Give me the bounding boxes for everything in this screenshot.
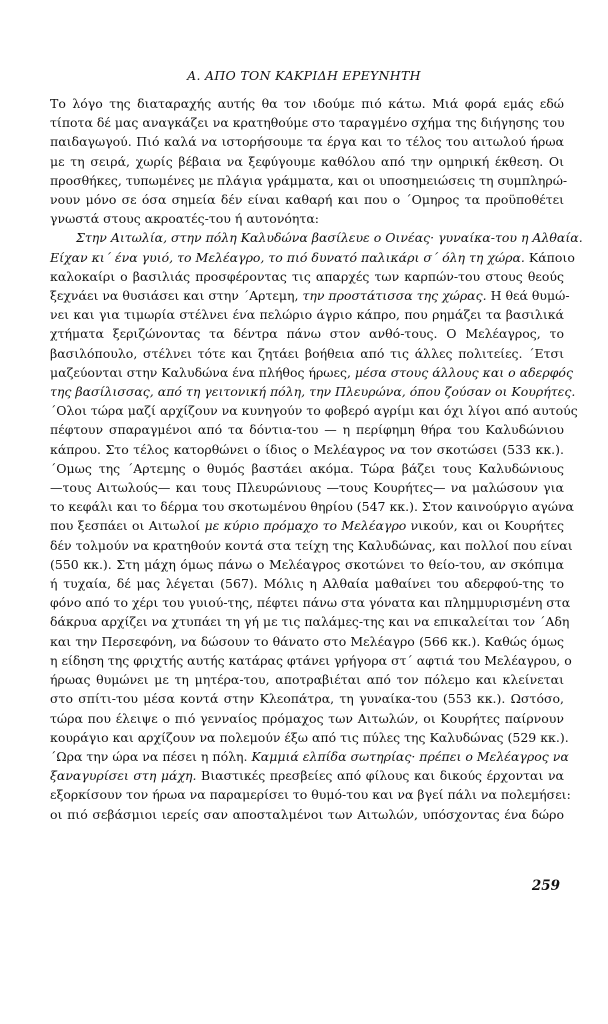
text-segment: εξορκίσουν τον ήρωα να παραμερίσει το θυμό-του και να βγεί πάλι να πολεμήσει: [50, 787, 571, 803]
text-line [50, 785, 571, 804]
text-segment: βασιλόπουλο, στέλνει τότε και ζητάει βοήθεια από τις άλλες πολιτείες. ΄Ετσι [50, 345, 564, 361]
text-line [50, 248, 575, 267]
text-line [50, 113, 564, 132]
text-line [50, 612, 570, 631]
text-line [50, 709, 564, 728]
text-line [50, 171, 568, 190]
body-text [50, 94, 583, 824]
text-segment: καλοκαίρι ο βασιλιάς προσφέροντας τις απαρχές των καρπών-του στους θεούς [50, 268, 564, 284]
text-line [50, 344, 564, 363]
text-line [50, 747, 569, 766]
text-line [50, 689, 564, 708]
italic-text-segment: την προστάτισσα της χώρας. [302, 288, 487, 304]
text-segment: τίποτα δέ μας αναγκάζει να κρατηθούμε στο ταραγμένο σχήμα της διήγησης του [50, 115, 565, 131]
text-segment: Το λόγο της διαταραχής αυτής θα τον ιδούμε πιό κάτω. Μιά φορά εμάς εδώ [50, 96, 564, 111]
text-line [50, 440, 564, 459]
text-line [50, 152, 564, 171]
text-segment: δάκρυα αρχίζει να χτυπάει τη γή με τις παλάμες-της και να επικαλείται τον ΄Αδη [50, 614, 570, 630]
text-line [50, 651, 572, 670]
text-segment: Βιαστικές πρεσβείες από φίλους και δικούς έρχονται να [196, 768, 564, 784]
text-segment: τώρα που έλειψε ο πιό γενναίος πρόμαχος των Αιτωλών, οι Κουρήτες παίρνουν [50, 710, 564, 726]
text-segment: —τους Αιτωλούς— και τους Πλευρώνιους —τους Κουρήτες— να μαλώσουν για [50, 480, 564, 496]
text-line [50, 632, 564, 651]
text-segment: νει και για τιμωρία στέλνει ένα πελώριο άγριο κάπρο, που ρημάζει τα βασιλικά [50, 307, 564, 323]
text-line [50, 555, 564, 574]
text-line [50, 228, 583, 247]
text-segment: Κάποιο [524, 249, 575, 265]
text-segment: μαζεύονται στην Καλυδώνα ένα πλήθος ήρωες, [50, 364, 355, 380]
text-segment: παιδαγωγού. Πιό καλά να ιστορήσουμε τα έργα και το τέλος του αιτωλού ήρωα [50, 134, 564, 150]
text-line [50, 209, 564, 228]
text-line [50, 401, 578, 420]
text-segment: που ξεσπάει οι Αιτωλοί [50, 518, 205, 534]
text-line [50, 267, 564, 286]
text-line [50, 132, 564, 151]
text-segment: ή τυχαία, δέ μας λέγεται (567). Μόλις η Αλθαία μαθαίνει του αδερφού-της το [50, 576, 564, 592]
text-segment: (550 κκ.). Στη μάχη όμως πάνω ο Μελέαγρος σκοτώνει το θείο-του, αν σκόπιμα [50, 556, 564, 572]
running-header: Α. ΑΠΟ ΤΟΝ ΚΑΚΡΙΔΗ ΕΡΕΥΝΗΤΗ [187, 68, 421, 83]
text-segment: στο σπίτι-του μέσα κοντά στην Κλεοπάτρα, τη γυναίκα-του (553 κκ.). Ωστόσο, [50, 691, 564, 707]
text-segment: δέν τολμούν να κρατηθούν κοντά στα τείχη της Καλυδώνας, και πολλοί που είναι [50, 537, 573, 553]
text-segment: ΄Ωρα την ώρα να πέσει η πόλη. [50, 748, 252, 764]
text-line [50, 670, 564, 689]
text-segment: και την Περσεφόνη, να δώσουν το θάνατο στο Μελέαγρο (566 κκ.). Καθώς όμως [50, 633, 564, 649]
text-line [50, 516, 564, 535]
text-line [50, 478, 564, 497]
text-line [50, 766, 564, 785]
text-segment: προσθήκες, τυπωμένες με πλάγια γράμματα, και οι υποσημειώσεις τη συμπληρώ- [50, 172, 568, 188]
text-line [50, 190, 564, 209]
text-segment: το κεφάλι και το δέρμα του σκοτωμένου θηρίου (547 κκ.). Στον καινούργιο αγώνα [50, 499, 574, 515]
italic-text-segment: Καμμιά ελπίδα σωτηρίας· πρέπει ο Μελέαγρος να [251, 748, 569, 764]
text-line [50, 382, 576, 401]
text-segment: νικούν, και οι Κουρήτες [406, 518, 564, 534]
text-segment: νουν μόνο σε όσα σημεία δέν είναι καθαρή και που ο ΄Ομηρος τα προϋποθέτει [50, 192, 564, 208]
text-line [50, 805, 564, 824]
text-segment: γνωστά στους ακροατές-του ή αυτονόητα: [50, 211, 319, 227]
text-segment: χτήματα ξεριζώνοντας τα δέντρα πάνω στον ανθό-τους. Ο Μελέαγρος, το [50, 326, 564, 342]
text-line [50, 324, 564, 343]
text-segment: κάπρου. Στο τέλος κατορθώνει ο ίδιος ο Μελέαγρος να τον σκοτώσει (533 κκ.). [50, 441, 564, 457]
page-number: 259 [531, 878, 560, 894]
text-segment: ΄Ολοι τώρα μαζί αρχίζουν να κυνηγούν το φοβερό αγρίμι και όχι λίγοι από αυτούς [50, 403, 578, 419]
text-line [50, 363, 573, 382]
text-line [50, 728, 569, 747]
text-line [50, 94, 564, 113]
text-segment: κουράγιο και αρχίζουν να πολεμούν έξω από τις πύλες της Καλυδώνας (529 κκ.). [50, 729, 569, 745]
italic-text-segment: της βασίλισσας, από τη γειτονική πόλη, την Πλευρώνα, όπου ζούσαν οι Κουρήτες. [50, 384, 576, 400]
text-line [50, 286, 570, 305]
text-segment: ξεχνάει να θυσιάσει και στην ΄Αρτεμη, [50, 288, 303, 304]
text-segment: Η θεά θυμώ- [486, 288, 570, 304]
italic-text-segment: ξαναγυρίσει στη μάχη. [50, 768, 197, 784]
text-segment: οι πιό σεβάσμιοι ιερείς σαν αποσταλμένοι των Αιτωλών, υπόσχοντας ένα δώρο [50, 806, 564, 822]
text-line [50, 536, 573, 555]
italic-text-segment: μέσα στους άλλους και ο αδερφός [354, 364, 573, 380]
text-segment: η είδηση της φριχτής αυτής κατάρας φτάνει γρήγορα στ΄ αφτιά του Μελέαγρου, ο [50, 652, 572, 668]
text-segment: με τη σειρά, χωρίς βέβαια να ξεφύγουμε καθόλου από την ομηρική έκθεση. Οι [50, 153, 564, 169]
text-line [50, 305, 564, 324]
text-line [50, 593, 571, 612]
italic-text-segment: Είχαν κι΄ ένα γυιό, το Μελέαγρο, το πιό δυνατό παλικάρι σ΄ όλη τη χώρα. [50, 249, 525, 265]
italic-text-segment: Στην Αιτωλία, στην πόλη Καλυδώνα βασίλευε ο Οινέας· γυναίκα-του η Αλθαία. [76, 230, 583, 246]
text-line [50, 574, 564, 593]
text-segment: φόνο από το χέρι του γυιού-της, πέφτει πάνω στα γόνατα και πλημμυρισμένη στα [50, 595, 571, 611]
text-line [50, 497, 574, 516]
text-line [50, 459, 564, 478]
text-line [50, 420, 564, 439]
text-segment: πέφτουν σπαραγμένοι από τα δόντια-του — η περίφημη θήρα του Καλυδώνιου [50, 422, 564, 438]
italic-text-segment: με κύριο πρόμαχο το Μελέαγρο [204, 518, 407, 534]
text-segment: ήρωας θυμώνει με τη μητέρα-του, αποτραβιέται από τον πόλεμο και κλείνεται [50, 672, 564, 688]
text-segment: ΄Ομως της ΄Αρτεμης ο θυμός βαστάει ακόμα. Τώρα βάζει τους Καλυδώνιους [50, 460, 564, 476]
